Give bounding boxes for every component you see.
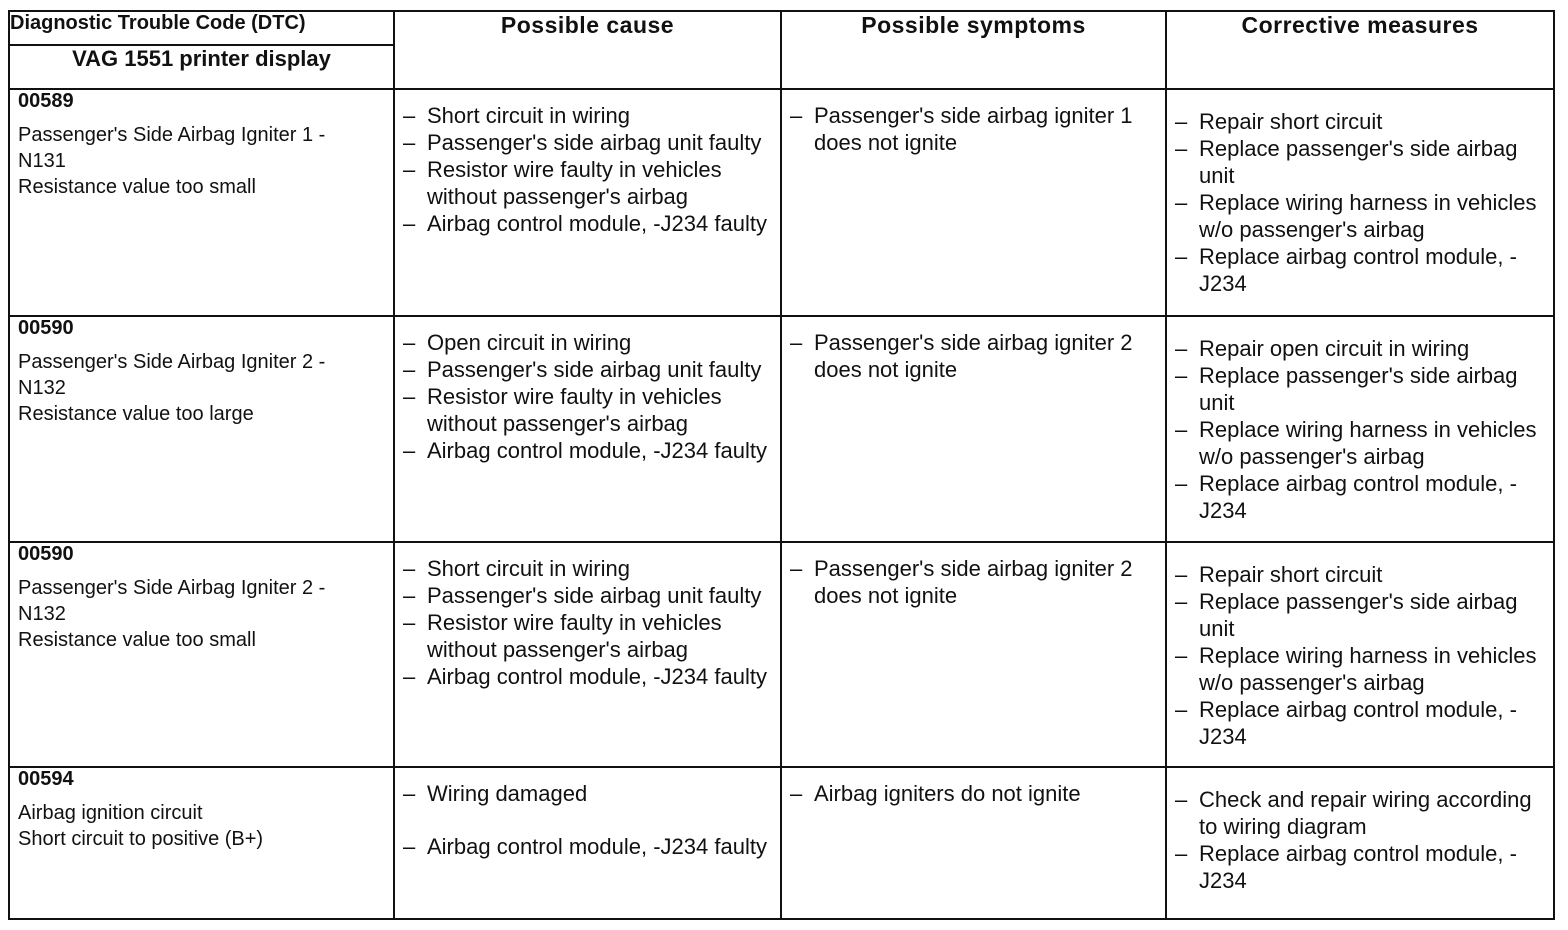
measure-item: – Replace airbag control module, -J234 <box>1175 840 1547 894</box>
cause-item: – Airbag control module, -J234 faulty <box>403 833 774 860</box>
desc-line: N132 <box>18 603 66 626</box>
cause-item: – Open circuit in wiring <box>403 329 774 356</box>
table-row <box>9 542 1554 767</box>
symptom-item: – Airbag igniters do not ignite <box>790 780 1159 807</box>
measure-item: – Replace passenger's side airbag unit <box>1175 588 1547 642</box>
desc-line: Passenger's Side Airbag Igniter 2 - <box>18 350 326 373</box>
symptom-item: – Passenger's side airbag igniter 2 does not ignite <box>790 329 1159 383</box>
cause-item: – Short circuit in wiring <box>403 555 774 582</box>
desc-line: Airbag ignition circuit <box>18 802 203 825</box>
measure-item: – Repair short circuit <box>1175 108 1547 135</box>
measure-cell <box>1166 767 1554 919</box>
desc-line: Passenger's Side Airbag Igniter 1 - <box>18 124 326 146</box>
dtc-description <box>10 339 393 427</box>
header-printer-display: VAG 1551 printer display <box>9 45 394 89</box>
dtc-code: 00594 <box>18 768 74 791</box>
cause-item: – Passenger's side airbag unit faulty <box>403 582 774 609</box>
header-corrective-measures: Corrective measures <box>1166 11 1554 89</box>
dtc-cell <box>9 89 394 316</box>
dtc-cell <box>9 542 394 767</box>
symptom-cell <box>781 767 1166 919</box>
cause-item: – Short circuit in wiring <box>403 102 774 129</box>
measure-item: – Replace passenger's side airbag unit <box>1175 135 1547 189</box>
table-row <box>9 316 1554 543</box>
cause-cell <box>394 316 781 543</box>
measure-item: – Repair short circuit <box>1175 561 1547 588</box>
symptom-item: – Passenger's side airbag igniter 1 does not ignite <box>790 102 1159 156</box>
desc-line: Short circuit to positive (B+) <box>18 828 264 851</box>
desc-line: Resistance value too small <box>18 629 256 652</box>
cause-item: – Resistor wire faulty in vehicles without passenger's airbag <box>403 609 774 663</box>
measure-item: – Replace airbag control module, -J234 <box>1175 696 1547 750</box>
dtc-description <box>10 565 393 653</box>
measure-cell <box>1166 89 1554 316</box>
desc-line: N131 <box>18 150 66 172</box>
dtc-description <box>10 112 393 200</box>
cause-item: – Airbag control module, -J234 faulty <box>403 210 774 237</box>
dtc-cell <box>9 316 394 543</box>
measure-item: – Replace wiring harness in vehicles w/o passenger's airbag <box>1175 189 1547 243</box>
cause-item: – Airbag control module, -J234 faulty <box>403 663 774 690</box>
measure-item: – Replace airbag control module, -J234 <box>1175 243 1547 297</box>
symptom-cell <box>781 89 1166 316</box>
dtc-code: 00589 <box>18 90 74 112</box>
measure-cell <box>1166 542 1554 767</box>
table-row <box>9 767 1554 919</box>
measure-item: – Replace wiring harness in vehicles w/o passenger's airbag <box>1175 642 1547 696</box>
table-row <box>9 89 1554 316</box>
symptom-item: – Passenger's side airbag igniter 2 does not ignite <box>790 555 1159 609</box>
measure-item: – Check and repair wiring according to wiring diagram <box>1175 786 1547 840</box>
dtc-description <box>10 790 393 852</box>
measure-cell <box>1166 316 1554 543</box>
dtc-code: 00590 <box>18 543 74 566</box>
header-possible-cause: Possible cause <box>394 11 781 89</box>
header-possible-symptoms: Possible symptoms <box>781 11 1166 89</box>
cause-item: – Resistor wire faulty in vehicles without passenger's airbag <box>403 156 774 210</box>
dtc-cell <box>9 767 394 919</box>
cause-item: – Passenger's side airbag unit faulty <box>403 129 774 156</box>
cause-item: – Airbag control module, -J234 faulty <box>403 437 774 464</box>
measure-item: – Replace passenger's side airbag unit <box>1175 362 1547 416</box>
dtc-code: 00590 <box>18 316 74 339</box>
cause-cell <box>394 767 781 919</box>
dtc-table <box>8 10 1555 920</box>
cause-cell <box>394 89 781 316</box>
measure-item: – Replace airbag control module, -J234 <box>1175 470 1547 524</box>
symptom-cell <box>781 316 1166 543</box>
desc-line: Resistance value too large <box>18 402 254 425</box>
header-dtc: Diagnostic Trouble Code (DTC) <box>9 11 394 45</box>
symptom-cell <box>781 542 1166 767</box>
measure-item: – Replace wiring harness in vehicles w/o passenger's airbag <box>1175 416 1547 470</box>
measure-item: – Repair open circuit in wiring <box>1175 335 1547 362</box>
cause-item: – Wiring damaged <box>403 780 774 807</box>
cause-item: – Passenger's side airbag unit faulty <box>403 356 774 383</box>
desc-line: Resistance value too small <box>18 176 256 198</box>
desc-line: Passenger's Side Airbag Igniter 2 - <box>18 577 326 600</box>
cause-item: – Resistor wire faulty in vehicles without passenger's airbag <box>403 383 774 437</box>
cause-cell <box>394 542 781 767</box>
desc-line: N132 <box>18 376 66 399</box>
